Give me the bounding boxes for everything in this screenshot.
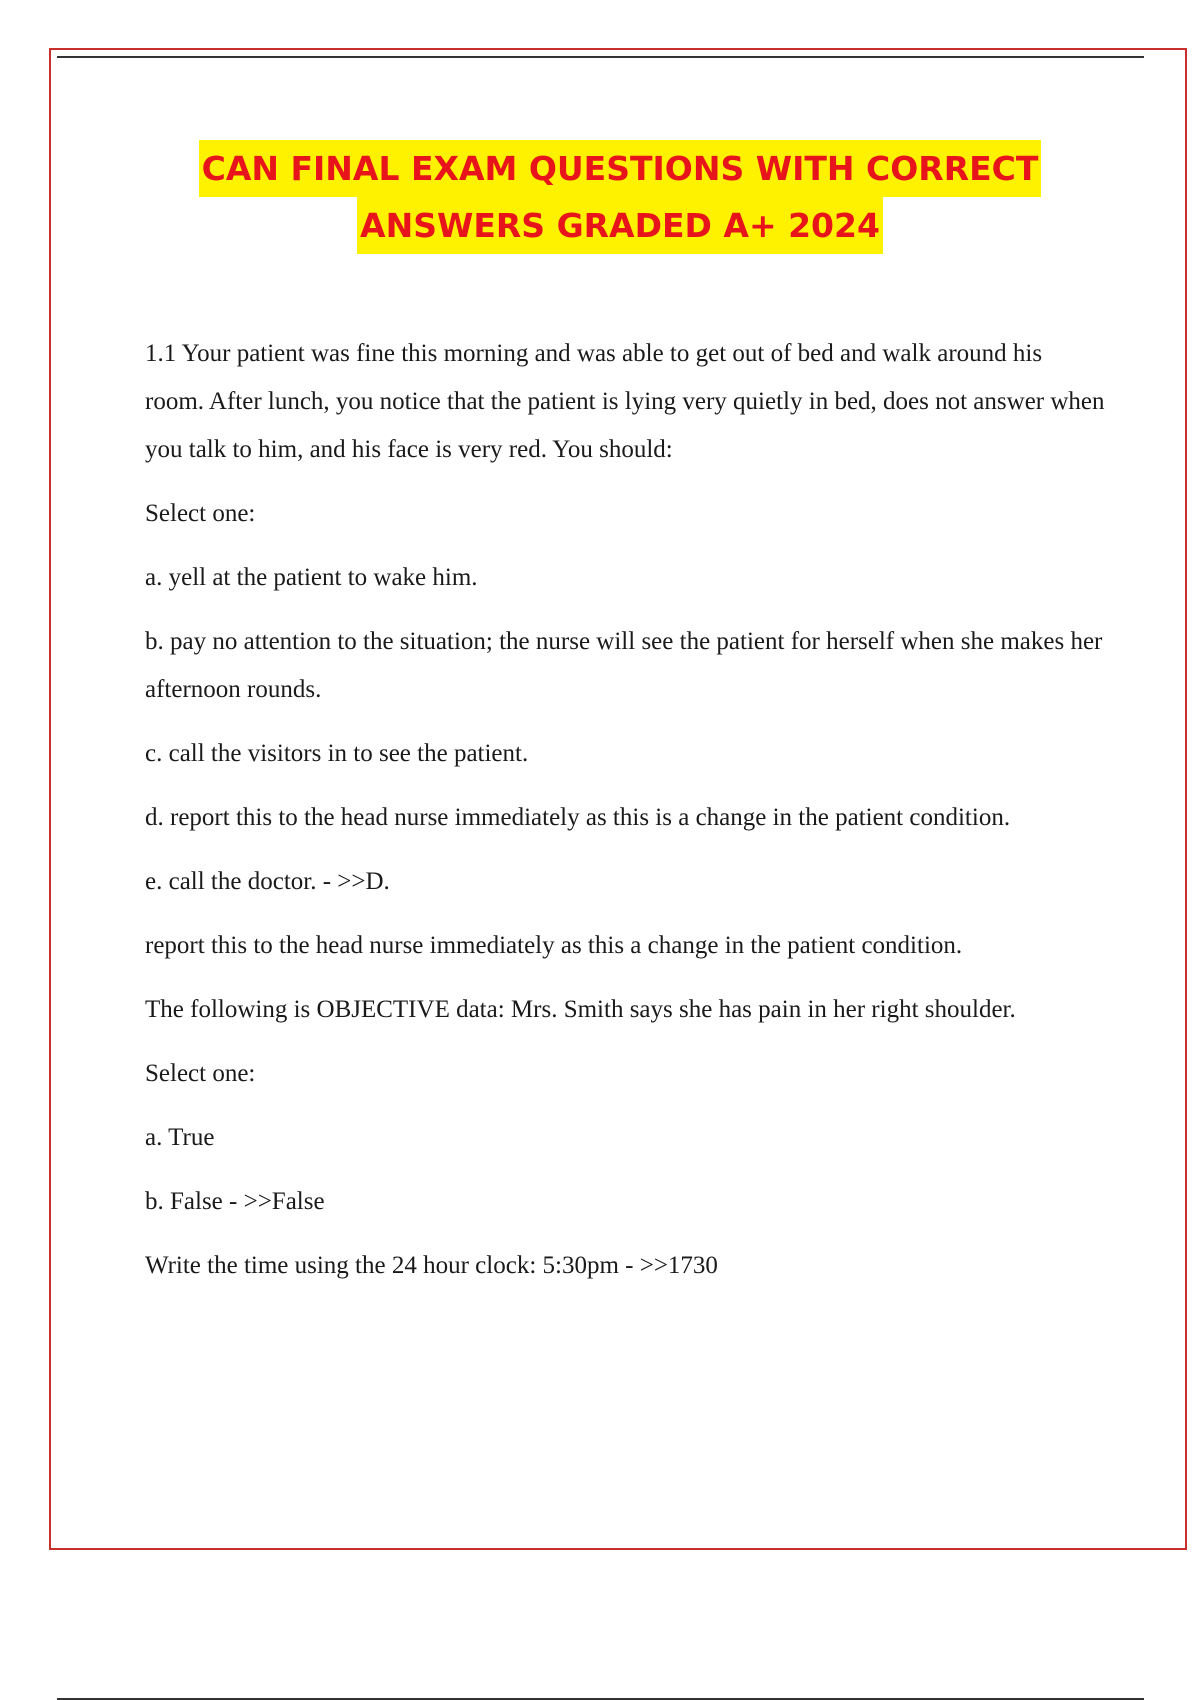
question-3-with-answer: Write the time using the 24 hour clock: 5:30pm - >>1730 <box>145 1252 718 1279</box>
document-body <box>145 330 1105 1306</box>
option-a: a. yell at the patient to wake him. <box>145 564 478 591</box>
question-2-stem: The following is OBJECTIVE data: Mrs. Smith says she has pain in her right shoulder. <box>145 996 1016 1023</box>
title-line-1: CAN FINAL EXAM QUESTIONS WITH CORRECT <box>199 140 1042 197</box>
option-a: a. True <box>145 1124 215 1151</box>
header-rule <box>57 56 1144 58</box>
answer-explanation: report this to the head nurse immediately as this a change in the patient condition. <box>145 932 963 959</box>
question-1-stem: 1.1 Your patient was fine this morning and was able to get out of bed and walk around his room. After lunch, you notice that the patient is lying very quietly in bed, does not answer when you talk to him, and his face is very red. You should: <box>145 340 1105 463</box>
option-c: c. call the visitors in to see the patient. <box>145 740 529 767</box>
select-one-label: Select one: <box>145 500 256 527</box>
title-line-2: ANSWERS GRADED A+ 2024 <box>357 197 883 254</box>
option-e-answer: e. call the doctor. - >>D. <box>145 868 390 895</box>
option-b-answer: b. False - >>False <box>145 1188 325 1215</box>
option-b: b. pay no attention to the situation; the nurse will see the patient for herself when she makes her afternoon rounds. <box>145 628 1103 703</box>
option-d: d. report this to the head nurse immediately as this is a change in the patient condition. <box>145 804 1011 831</box>
select-one-label: Select one: <box>145 1060 256 1087</box>
document-title <box>100 140 1140 254</box>
